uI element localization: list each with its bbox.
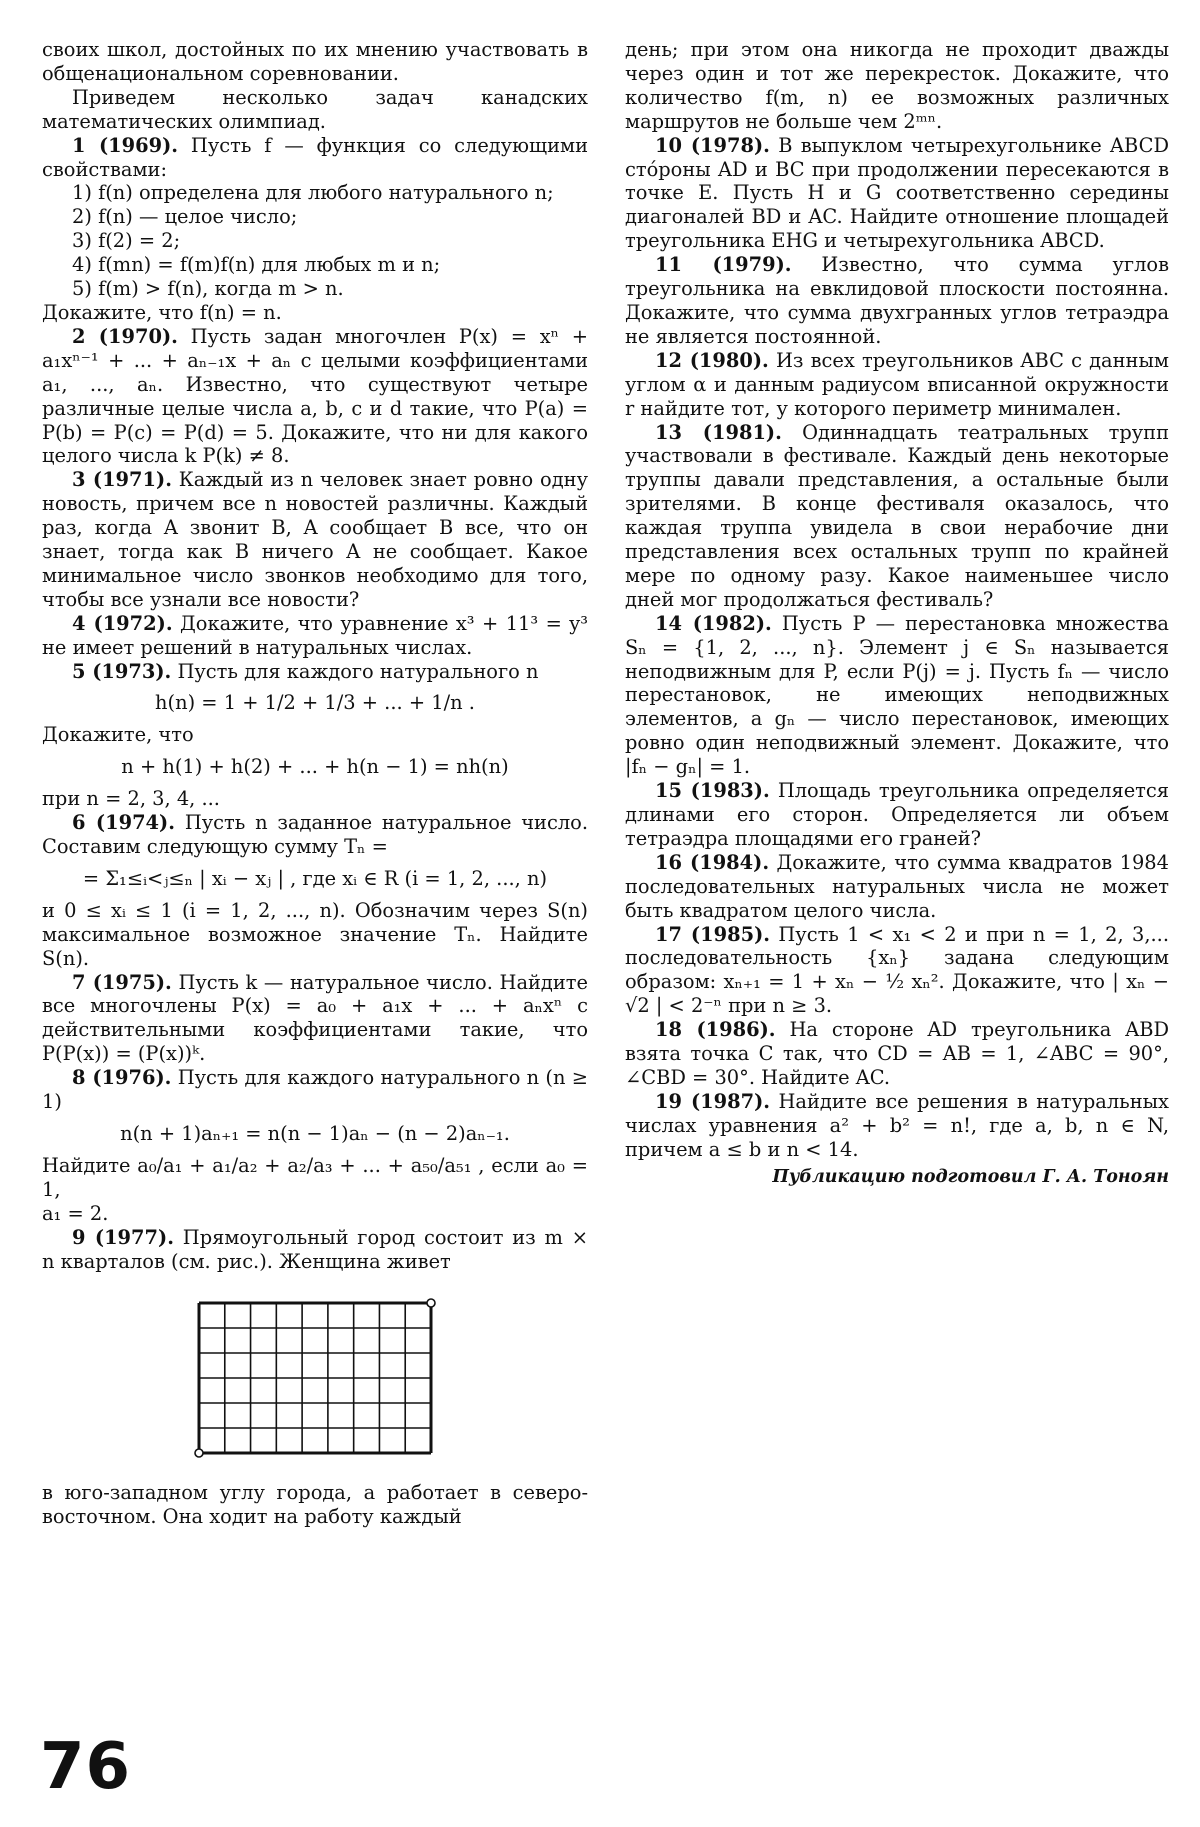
problem-10: 10 (1978). В выпуклом четырехугольнике ABCD стóроны AD и BC при продолжении пересекаются в точке E. Пусть H и G соответственно середины диагоналей BD и AC. Найдите отношение площадей треугольника EHG и четырехугольника ABCD. xyxy=(625,133,1169,253)
problem-number: 10 (1978). xyxy=(655,133,770,157)
city-grid-figure xyxy=(42,1293,588,1463)
problem-number: 14 (1982). xyxy=(655,611,772,635)
problem-1: 1 (1969). Пусть f — функция со следующими свойствами: xyxy=(42,133,588,181)
page-number: 76 xyxy=(40,1730,132,1804)
problem-number: 15 (1983). xyxy=(655,779,770,803)
problem-2: 2 (1970). Пусть задан многочлен P(x) = xⁿ + a₁xⁿ⁻¹ + ... + aₙ₋₁x + aₙ с целыми коэффициентами a₁, ..., aₙ. Известно, что существуют четыре различные целые числа a, b, c и d такие, что P(a) = P(b) = P(c) = P(d) = 5. Докажите, что ни для какого целого числа k P(k) ≠ 8. xyxy=(42,324,588,468)
problem-13: 13 (1981). Одиннадцать театральных трупп участвовали в фестивале. Каждый день некоторые труппы давали представления, а остальные были зрителями. В конце фестиваля оказалось, что каждая труппа увидела в свои нерабочие дни представления всех остальных трупп по крайней мере по одному разу. Какое наименьшее число дней мог продолжаться фестиваль? xyxy=(625,420,1170,611)
problem-number: 19 (1987). xyxy=(655,1089,771,1113)
problem-number: 7 (1975). xyxy=(72,970,172,994)
problem-1-item: 5) f(m) > f(n), когда m > n. xyxy=(72,277,344,301)
problem-14: 14 (1982). Пусть P — перестановка множества Sₙ = {1, 2, ..., n}. Элемент j ∈ Sₙ называется неподвижным для P, если P(j) = j. Пусть fₙ — число перестановок, не имеющих неподвижных элементов, а gₙ — число перестановок, имеющих ровно один неподвижный элемент. Докажите, что |fₙ − gₙ| = 1. xyxy=(625,611,1169,779)
intro-continuation: своих школ, достойных по их мнению участвовать в общенациональном соревновании. xyxy=(42,38,588,85)
problem-15: 15 (1983). Площадь треугольника определяется длинами его сторон. Определяется ли объем тетраэдра площадями его граней? xyxy=(625,779,1169,850)
problem-1-item: 1) f(n) определена для любого натурального n; xyxy=(72,181,554,205)
harmonic-identity: n + h(1) + h(2) + ... + h(n − 1) = nh(n) xyxy=(121,755,509,779)
problem-8-end: a₁ = 2. xyxy=(42,1201,109,1225)
problem-1-conclusion: Докажите, что f(n) = n. xyxy=(42,300,282,324)
problem-5: 5 (1973). Пусть для каждого натурального n xyxy=(72,659,539,683)
problem-11: 11 (1979). Известно, что сумма углов треугольника на евклидовой плоскости постоянна. Докажите, что сумма двухгранных углов тетраэдра не является постоянной. xyxy=(625,253,1169,348)
work-corner-marker xyxy=(427,1299,435,1307)
problem-number: 12 (1980). xyxy=(655,348,769,372)
home-corner-marker xyxy=(195,1449,203,1457)
problem-4: 4 (1972). Докажите, что уравнение x³ + 11³ = y³ не имеет решений в натуральных числах. xyxy=(42,611,589,659)
harmonic-formula: h(n) = 1 + 1/2 + 1/3 + ... + 1/n . xyxy=(155,691,475,715)
intro-paragraph: Приведем несколько задач канадских математических олимпиад. xyxy=(42,85,588,133)
problem-number: 18 (1986). xyxy=(655,1018,776,1042)
problem-number: 6 (1974). xyxy=(72,811,175,835)
problem-17: 17 (1985). Пусть 1 < x₁ < 2 и при n = 1, 2, 3,... последовательность {xₙ} задана следующим образом: xₙ₊₁ = 1 + xₙ − ½ xₙ². Докажите, что | xₙ − √2 | < 2⁻ⁿ при n ≥ 3. xyxy=(625,922,1170,1018)
problem-number: 1 (1969). xyxy=(72,133,179,157)
problem-16: 16 (1984). Докажите, что сумма квадратов 1984 последовательных натуральных числа не может быть квадратом целого числа. xyxy=(625,850,1169,922)
problem-number: 4 (1972). xyxy=(72,611,173,635)
problem-number: 11 (1979). xyxy=(655,253,792,277)
problem-1-item: 3) f(2) = 2; xyxy=(72,229,181,253)
problem-9-continuation: в юго-западном углу города, а работает в северо-восточном. Она ходит на работу каждый xyxy=(42,1481,588,1529)
problem-1-item: 4) f(mn) = f(m)f(n) для любых m и n; xyxy=(72,253,441,277)
problem-number: 9 (1977). xyxy=(72,1225,174,1249)
problem-5-end: при n = 2, 3, 4, ... xyxy=(42,787,220,811)
publication-credit: Публикацию подготовил Г. А. Тоноян xyxy=(772,1166,1169,1187)
problem-19: 19 (1987). Найдите все решения в натуральных числах уравнения a² + b² = n!, где a, b, n ∈ N, причем a ≤ b и n < 14. xyxy=(625,1089,1169,1161)
right-column xyxy=(625,38,1169,1190)
problem-6-end: и 0 ≤ xᵢ ≤ 1 (i = 1, 2, ..., n). Обозначим через S(n) максимальное возможное значение Tₙ. Найдите S(n). xyxy=(42,898,588,970)
problem-18: 18 (1986). На стороне AD треугольника ABD взята точка C так, что CD = AB = 1, ∠ABC = 90°, ∠CBD = 30°. Найдите AC. xyxy=(625,1018,1169,1089)
problem-6: 6 (1974). Пусть n заданное натуральное число. Составим следующую сумму Tₙ = xyxy=(42,811,589,858)
problem-3: 3 (1971). Каждый из n человек знает ровно одну новость, причем все n новостей различны. Каждый раз, когда A звонит B, A сообщает B все, что он знает, тогда как B ничего A не сообщает. Какое минимальное число звонков необходимо для того, чтобы все узнали все новости? xyxy=(42,468,588,611)
city-grid xyxy=(189,1293,441,1463)
problem-9: 9 (1977). Прямоугольный город состоит из m × n кварталов (см. рис.). Женщина живет xyxy=(42,1225,588,1273)
problem-number: 16 (1984). xyxy=(655,850,770,874)
recurrence-formula: n(n + 1)aₙ₊₁ = n(n − 1)aₙ − (n − 2)aₙ₋₁. xyxy=(120,1121,510,1145)
problem-7: 7 (1975). Пусть k — натуральное число. Найдите все многочлены P(x) = a₀ + a₁x + ... + aₙxⁿ с действительными коэффициентами такие, что P(P(x)) = (P(x))ᵏ. xyxy=(42,970,588,1066)
problem-number: 8 (1976). xyxy=(72,1066,172,1090)
left-column xyxy=(42,38,588,1529)
problem-number: 13 (1981). xyxy=(655,420,782,444)
problem-5-prove: Докажите, что xyxy=(42,723,194,747)
problem-12: 12 (1980). Из всех треугольников ABC с данным углом α и данным радиусом вписанной окружности r найдите тот, у которого периметр минимален. xyxy=(625,348,1169,420)
sum-formula: = Σ₁≤ᵢ<ⱼ≤ₙ | xᵢ − xⱼ | , где xᵢ ∈ R (i = 1, 2, ..., n) xyxy=(82,866,548,890)
problem-9-continuation-right: день; при этом она никогда не проходит дважды через один и тот же перекресток. Докажите, что количество f(m, n) ее возможных различных маршрутов не больше чем 2ᵐⁿ. xyxy=(625,38,1169,133)
problem-number: 2 (1970). xyxy=(72,324,178,348)
problem-number: 17 (1985). xyxy=(655,922,771,946)
problem-8: 8 (1976). Пусть для каждого натурального n (n ≥ 1) xyxy=(42,1066,588,1114)
problem-number: 3 (1971). xyxy=(72,468,172,492)
problem-1-item: 2) f(n) — целое число; xyxy=(72,205,298,229)
problem-8-find: Найдите a₀/a₁ + a₁/a₂ + a₂/a₃ + ... + a₅₀/a₅₁ , если a₀ = 1, xyxy=(42,1153,588,1201)
problem-number: 5 (1973). xyxy=(72,659,172,683)
